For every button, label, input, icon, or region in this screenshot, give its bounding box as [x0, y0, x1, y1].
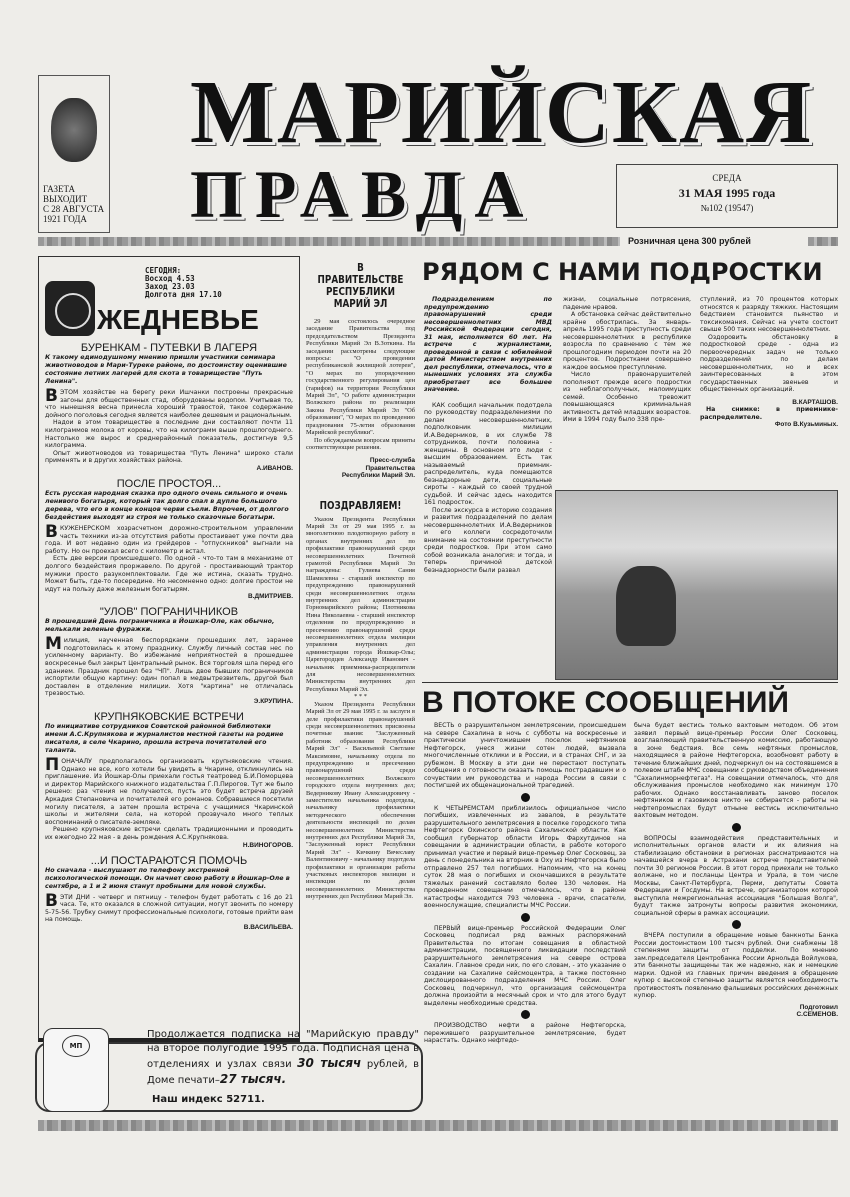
daily-article	[45, 606, 293, 705]
paragraph-text: ОНАЧАЛУ предполагалось организовать крупняковские чтения. Однако не все, кого хотели бы увидеть в Чкарине, откликнулись на приглашение. Из Йошкар-Олы приехали гостья театровед Б.И.Поморцева и директор Марийского книжного издательства Г.П.Пирогов. Тут же было решено: раз чтения не получаются, пусть это будет встреча друзей Аркадия Степановича и почитателей его романов. Собравшиеся посетили могилу писателя, а затем прошла встреча с учащимися Чкаринской школы и жителями села, на которой прозвучало много теплых воспоминаний о писателе-земляке.	[45, 758, 293, 826]
article-paragraph: Опыт животноводов из товарищества "Путь Ленина" широко стали применять и в других хозяйствах района.	[45, 449, 293, 465]
news-col-left	[424, 722, 626, 1045]
photo-caption: На снимке: в приемнике-распределителе.	[700, 406, 838, 421]
sun-info-line: Заход 23.03	[145, 282, 195, 291]
article-lead: Но сначала - выслушают по телефону экстренной психологической помощи. Он начнет свою работу в Йошкар-Оле в сентябре, а 1 и 2 июня станут пробными для новой службы.	[45, 866, 290, 890]
news-stream-title: В ПОТОКЕ СООБЩЕНИЙ	[422, 686, 789, 719]
main-article-col3	[700, 296, 838, 488]
photo-credit: Фото В.Кузьминых.	[774, 421, 838, 428]
paragraph-text: илиция, наученная беспорядками прошедших лет, заранее подготовилась к этому празднику. Службу личный состав нес по усиленному варианту. Во избежание неприятностей в прошедшее воскресенье был закрыт Центральный рынок. Вся торговля шла перед его зданием. Праздник прошел без "ЧП". Лишь двое бывших пограничников испортили общую картину: один попал в медвытрезвитель, другой был доставлен в отделение милиции. Хотя "картина" не отличалась трезвостью.	[45, 637, 293, 698]
bullet-dot	[521, 793, 530, 802]
article-paragraph: Решено крупняковские встречи сделать традиционными и проводить их ежегодно 22 мая - в день рождения А.С.Крупнякова.	[45, 826, 293, 841]
author-signature: В.КАРТАШОВ.	[792, 398, 838, 406]
sun-info-line: Восход 4.53	[145, 274, 195, 283]
weekday: СРЕДА	[712, 173, 742, 183]
drop-cap: В	[45, 890, 58, 911]
article-paragraph	[45, 890, 293, 924]
article-lead: Есть русская народная сказка про одного очень сильного и очень ленивого богатыря, который так долго спал в дупле большого дерева, что его в конце концов черви съели. Впрочем, от долгого бездействия выходят из строя не только сказочные богатыри.	[45, 489, 289, 521]
main-article-col1	[424, 296, 552, 676]
article-paragraph	[45, 755, 293, 826]
article-paragraph	[45, 521, 293, 555]
daily-article	[45, 855, 293, 931]
government-column	[302, 258, 419, 1038]
paragraph-text: ЭТИ ДНИ - четверг и пятницу - телефон будет работать с 16 до 21 часа. Те, кто оказался в сложной ситуации, могут звонить по номеру 5-75-56. Трубку снимут профессиональные психологи, готовые прийти вам на помощь.	[45, 893, 293, 924]
newspaper-title-line2: ПРАВДА	[190, 156, 536, 232]
photo-child-figure	[616, 566, 676, 646]
mascot-label: МП	[62, 1035, 90, 1057]
daily-title: ЖЕДНЕВЬЕ	[97, 304, 259, 335]
news-item: ПРОИЗВОДСТВО нефти в районе Нефтегорска, пережившего разрушительное землетрясение, будет нарастать. Однако нефтедо-	[424, 1022, 626, 1044]
divider	[422, 682, 838, 683]
daily-header	[45, 261, 293, 336]
newspaper-mascot-icon	[43, 1028, 109, 1112]
news-item: ВОПРОСЫ взаимодействия представительных и исполнительных органов власти и их влияния на стабилизацию обстановки в регионах рассматриваются на начавшейся вчера в Астрахани встрече представителей почти 30 регионов России. В этот город приехали не только волжане, но и посланцы Центра и Урала, в том числе Москвы, Санкт-Петербурга, Перми, депутаты Совета Федерации и Госдумы. На встрече, организатором которой выступила межрегиональная ассоциация "Большая Волга", будут также затронуты вопросы развития экономики, социальной сферы в рамках ассоциации.	[634, 834, 838, 917]
masthead-emblem-box	[38, 75, 110, 233]
paragraph: КАК сообщил начальник подотдела по руководству подразделениями по делам несовершеннолетних, подполковник милиции И.А.Ведерников, в их службе 78 сотрудников, почти половина - женщины. В основном это люди с высшим образованием. Есть так называемый приемник-распределитель, куда помещаются безнадзорные дети, социальные сироты - каждый со своей трудной судьбой. И сейчас здесь находится 161 подросток.	[424, 401, 552, 506]
main-article-lead: Подразделениям по предупреждению правонарушений среди несовершеннолетних МВД Российской Федерации сегодня, 31 мая, исполняется 60 лет. На встрече с журналистами, проведенной в связи с юбилейной датой Министерством внутренних дел республики, отмечалось, что в нынешних условиях эта служба приобретает все большее значение.	[424, 296, 552, 393]
order-emblem-icon	[51, 98, 97, 162]
drop-cap: П	[45, 755, 60, 776]
subscription-index: Наш индекс 52711.	[152, 1094, 265, 1105]
compiler-signature	[634, 1004, 838, 1019]
founded-line: 1921 ГОДА	[43, 214, 87, 224]
newspaper-title-line1: МАРИЙСКАЯ	[190, 63, 814, 162]
subscription-price-press-house: 27 тысяч.	[219, 1072, 287, 1086]
paragraph: жизни, социальные потрясения, падение нравов.	[563, 296, 691, 311]
congrats-paragraph: Указом Президента Республики Марий Эл от 29 мая 1995 г. за заслуги в деле профилактики правонарушений среди несовершеннолетних присвоены почетные звания: "Заслуженный работник образования Республики Марий Эл" - Васильевой Светлане Максимовне, начальнику отдела по предупреждению и пресечению правонарушений среди несовершеннолетних Волжского городского отдела внутренних дел; Ведерникову Ивану Александровичу - заместителю начальника подотдела, начальнику профилактики методического обеспечения деятельности инспекций по делам несовершеннолетних Министерства внутренних дел Республики Марий Эл, "Заслуженный юрист Республики Марий Эл" - Кичкину Вячеславу Валентиновичу - начальнику подотдела профилактики и организации работы участковых инспекторов милиции и инспекции по делам несовершеннолетних Министерства внутренних дел Республики Марий Эл.	[306, 700, 415, 901]
paragraph: А обстановка сейчас действительно крайне обострилась. За январь-апрель 1995 года преступность среди несовершеннолетних в республике возросла по сравнению с тем же прошлогодним периодом почти на 20 процентов. Подростками совершено каждое восьмое преступление.	[563, 311, 691, 371]
subscription-text	[147, 1028, 419, 1088]
news-item: ВЧЕРА поступили в обращение новые банкноты Банка России достоинством 100 тысяч рублей. Они снабжены 18 степенями защиты от подделки. По мнению зам.председателя Центробанка России Арнольда Войлукова, эти банкноты защищены так же надежно, как и немецкие марки. Одной из главных причин введения в обращение купюр с высокой степенью защиты является необходимость противостоять появлению фальшивых российских денежных купюр.	[634, 932, 838, 999]
clock-icon	[45, 281, 95, 336]
article-heading: ...И ПОСТАРАЮТСЯ ПОМОЧЬ	[90, 854, 248, 867]
subscription-text-main: Продолжается подписка на "Марийскую правду" на второе полугодие 1995 года. Подписная цена в отделениях и узлах связи	[147, 1029, 419, 1070]
government-heading: В ПРАВИТЕЛЬСТВЕ РЕСПУБЛИКИ МАРИЙ ЭЛ	[317, 261, 404, 310]
daily-section	[38, 256, 300, 1042]
article-heading: ПОСЛЕ ПРОСТОЯ...	[116, 477, 222, 490]
daily-article	[45, 711, 293, 849]
signature-line: Подготовил	[799, 1003, 838, 1011]
article-heading: БУРЕНКАМ - ПУТЕВКИ В ЛАГЕРЯ	[80, 342, 258, 354]
subscription-ad	[35, 1029, 423, 1112]
article-paragraph: Есть две версии происшедшего. По одной - что-то там в механизме от долгого бездействия проржавело. По другой - простаивающий трактор мужики просто разукомплектовали. Где же истина, сказать трудно. Может быть, где-то посередине. Но несомненно одно: долгие простои не идут на пользу даже железным богатырям.	[45, 555, 293, 593]
sun-info-line: Долгота дня 17.10	[145, 290, 222, 299]
bullet-dot	[732, 920, 741, 929]
bullet-dot	[521, 1010, 530, 1019]
signature-line: Правительства	[365, 464, 415, 472]
paragraph: После экскурса в историю создания и развития подразделений по делам несовершеннолетних И.А.Ведерников и его коллеги сосредоточили внимание на состоянии преступности среди подростков. При этом само собой возникала аналогия: и тогда, и теперь причиной детской безнадзорности были развал	[424, 506, 552, 574]
drop-cap: В	[45, 386, 58, 406]
issue-date-box	[616, 164, 838, 228]
drop-cap: В	[45, 521, 58, 542]
decorative-bar	[808, 237, 838, 246]
bullet-dot	[521, 913, 530, 922]
paragraph-text: ЭТОМ хозяйстве на берегу реки Ишчанки построены прекрасные загоны для общественных стад, оборудованы водопои. Учитывая то, что нынешняя весна принесла хороший травостой, такое содержание дойного поголовья сегодня является наиболее дешевым и рациональным.	[45, 389, 293, 419]
congrats-paragraph: Указом Президента Республики Марий Эл от 29 мая 1995 г. за многолетнюю плодотворную работу в органах внутренних дел по профилактике правонарушений среди несовершеннолетних Почетной грамотой Республики Марий Эл награждены: Гулиева Сания Шамилевна - старший инспектор по предупреждению правонарушений среди несовершеннолетних отдела внутренних дел администрации Горномарийского района; Плотникова Нина Николаевна - старший инспектор отделения по предупреждению и пресечению правонарушений среди несовершеннолетних отдела милиции управления внутренних дел администрации города Йошкар-Олы; Царегородцев Александр Иванович - начальник приемника-распределителя для несовершеннолетних Министерства внутренних дел Республики Марий Эл.	[306, 515, 415, 693]
founded-line: С 28 АВГУСТА	[43, 204, 105, 214]
retail-price: Розничная цена 300 рублей	[628, 236, 751, 246]
news-item: быча будет вестись только вахтовым методом. Об этом заявил первый вице-премьер России Олег Сосковец, возглавляющий правительственную комиссию, работающую в зоне бедствия. Все семь нефтяных промыслов, находящиеся в районе Нефтегорска, возобновят работу в течение ближайших дней, подчеркнул он на состоявшемся в полевом штабе МЧС совещании с руководством объединения "Сахалинморнефтегаз". На совещании отмечалось, что для обслуживания промыслов необходимо как минимум 170 рабочих. Однако восстанавливать заново поселок нефтяников и газовиков никто не собирается - работы на нефтепромыслах будут отныне вестись исключительно вахтовым методом.	[634, 722, 838, 819]
decorative-bar	[38, 237, 620, 246]
government-paragraph: По обсуждаемым вопросам приняты соответствующие решения.	[306, 436, 415, 451]
article-lead: К такому единодушному мнению пришли участники семинара животноводов в Мари-Туреке районе, по достоинству оценившие состояние летних лагерей для скота в товариществе "Путь Ленина".	[45, 354, 287, 385]
main-article-title: РЯДОМ С НАМИ ПОДРОСТКИ	[422, 258, 823, 286]
author-signature: Н.ВИНОГОРОВ.	[242, 841, 293, 849]
signature-line: Пресс-служба	[369, 457, 415, 465]
paragraph: Оздоровить обстановку в подростковой среде - одна из первоочередных задач не только подразделений по делам несовершеннолетних, но и всех заинтересованных в этом государственных звеньев и общественных организаций.	[700, 333, 838, 393]
decorative-bar	[38, 1120, 838, 1131]
separator: * * *	[354, 693, 367, 701]
daily-article	[45, 342, 293, 472]
article-lead: В прошедший День пограничника в Йошкар-Оле, как обычно, мелькали зеленые фуражки.	[45, 618, 275, 634]
bullet-dot	[732, 823, 741, 832]
founded-line: ГАЗЕТА ВЫХОДИТ	[43, 184, 88, 204]
issue-date: 31 МАЯ 1995 года	[678, 186, 776, 200]
author-signature: В.ВАСИЛЬЕВА.	[243, 923, 293, 931]
author-signature: В.ДМИТРИЕВ.	[247, 593, 293, 601]
press-service-signature	[306, 457, 415, 479]
news-item: К ЧЕТЫРЕМСТАМ приблизилось официальное число погибших, извлеченных из завалов, в результате разрушительного землетрясения в поселке городского типа Нефтегорск Охинского района Сахалинской области. Как сообщил губернатор области Игорь Фархутдинов на совещании в администрации области, в работе которого принимал участие и первый вице-премьер Олег Сосковец, за день с понедельника на вторник в Оху из Нефтегорска было отправлено 257 тел погибших. Напомним, что на конец суток 28 мая о погибших и скончавшихся в результате тяжелых ранений составляло более 130 человек. На проведенном совещании отмечалось, что в районе катастрофы находится 793 человека - врачи, спасатели, военнослужащие, специалисты МЧС России.	[424, 804, 626, 909]
news-item: ПЕРВЫЙ вице-премьер Российской Федерации Олег Сосковец подписал ряд важных распоряжений Правительства по итогам совещания в областной администрации, посвященного ликвидации последствий разрушительного землетрясения на севере острова Сахалин. Главное среди них, по его словам, - это указание о создании на Сахалине сейсмоцентра, а также постоянно дислоцированного подразделения МЧС России. Олег Сосковец подчеркнул, что организация сейсмоцентра должна произойти в месячный срок и что для этого будут выделены необходимые средства.	[424, 924, 626, 1007]
daily-article	[45, 478, 293, 600]
signature-line: С.СЕМЕНОВ.	[796, 1011, 838, 1018]
article-heading: "УЛОВ" ПОГРАНИЧНИКОВ	[99, 606, 239, 619]
article-paragraph: Надои в этом товариществе в последние дни составляют почти 11 килограммов молока от коровы, что на килограмм выше прошлогоднего. Настолько же вырос и среднерайонный показатель, достигнув 9,5 килограмма.	[45, 419, 293, 450]
subscription-price-post: 30 тысяч	[297, 1056, 362, 1070]
main-article-col2	[563, 296, 691, 488]
author-signature: А.ИВАНОВ.	[256, 464, 293, 472]
main-article	[422, 258, 840, 286]
paragraph: Число правонарушителей пополняют прежде всего подростки из неблагополучных, малоимущих семей. Особенно тревожит повышающаяся криминальная активность детей младших возрастов. Ими в 1994 году было 338 пре-	[563, 371, 691, 423]
paragraph: ступлений, из 70 процентов которых относятся к разряду тяжких. Настоящим бедствием становится пьянство и токсикомания. Сейчас на учете состоит свыше 500 таких несовершеннолетних.	[700, 296, 838, 333]
article-paragraph	[45, 386, 293, 419]
article-lead: По инициативе сотрудников Советской районной библиотеки имени А.С.Крупнякова и журналистов местной газеты на родине писателя, в селе Чкарино, прошла встреча почитателей его таланта.	[45, 723, 284, 755]
issue-number: №102 (19547)	[700, 203, 754, 213]
paragraph-text: КУЖЕНЕРСКОМ хозрасчетном дорожно-строительном управлении часть техники из-за отсутствия работы простаивает уже почти два года. И вот недавно один из грейдеров - "отпускников" выгнали на работу. Но он проехал всего с километр и встал.	[45, 524, 293, 555]
government-paragraph: 29 мая состоялось очередное заседание Правительства под председательством Президента Республики Марий Эл В.Зоткина. На заседании рассмотрены следующие вопросы: "О проведении республиканской жилищной лотереи", "О мерах по упорядочению государственного регулирования цен (тарифов) на территории Республики Марий Эл", "О работе администрации Волжского района по реализации Закона Республики Марий Эл "Об образовании", "О мерах по проведению празднования 75-летия образования Марийской республики".	[306, 318, 415, 437]
congrats-heading: ПОЗДРАВЛЯЕМ!	[319, 498, 402, 512]
article-paragraph	[45, 634, 293, 698]
article-heading: КРУПНЯКОВСКИЕ ВСТРЕЧИ	[94, 711, 244, 724]
news-photo	[555, 490, 838, 680]
drop-cap: М	[45, 634, 62, 655]
subscription-text-mid: рублей, в Доме печати–	[147, 1059, 419, 1086]
news-item: ВЕСТЬ о разрушительном землетрясении, происшедшем на севере Сахалина в ночь с субботы на воскресенье и практически уничтожившем поселок нефтяников Нефтегорск, унеся жизни сотен людей, вызвала многочисленные отклики и в России, и в странах СНГ, и за рубежом. В Москву в эти дни не перестают поступать сообщения о готовности оказать помощь пострадавшим и о сочувствии им руководства и народа России в связи с постигшей их общенациональной трагедией.	[424, 722, 626, 789]
founded-note	[43, 184, 109, 224]
sun-info-line: СЕГОДНЯ:	[145, 266, 182, 275]
signature-line: Республики Марий Эл.	[341, 472, 415, 480]
news-col-right	[634, 722, 838, 1019]
sun-info	[145, 267, 222, 299]
author-signature: Э.КРУПИНА.	[253, 698, 293, 706]
